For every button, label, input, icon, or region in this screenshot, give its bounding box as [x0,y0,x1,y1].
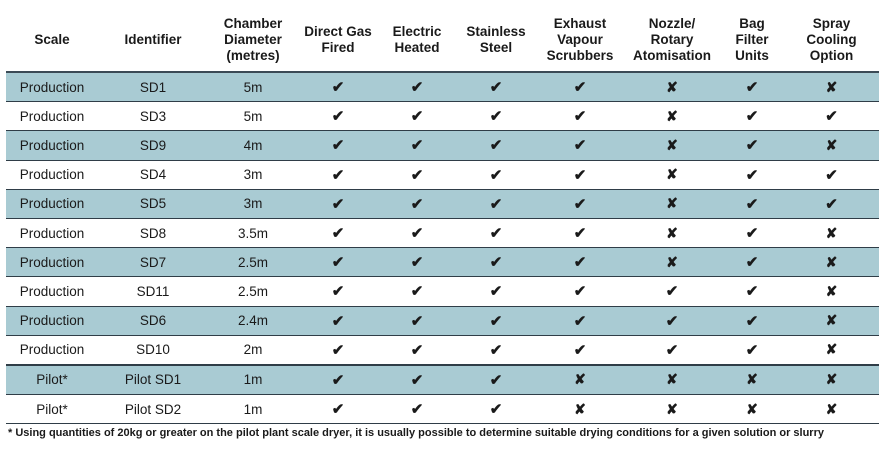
check-icon: ✔ [331,79,345,97]
cross-icon: ✘ [574,400,586,417]
table-row [6,160,879,189]
check-icon: ✔ [331,312,345,330]
cross-icon: ✘ [666,253,678,270]
cell-exhaust-vapour-scrubbers [536,306,624,335]
cell-atomisation [624,365,720,395]
cell-atomisation [624,102,720,131]
cross-icon: ✘ [825,78,838,95]
cell-direct-gas-fired [298,218,378,247]
check-icon: ✔ [410,137,424,155]
table-row [6,189,879,218]
check-icon: ✔ [573,225,587,243]
header-exhaust-vapour-scrubbers: Exhaust Vapour Scrubbers [536,8,624,72]
cell-diameter: 3m [208,189,298,218]
check-icon: ✔ [331,254,345,272]
check-icon: ✔ [331,401,345,419]
cell-atomisation [624,160,720,189]
check-icon: ✔ [331,195,345,213]
header-direct-gas-fired: Direct Gas Fired [298,8,378,72]
cross-icon: ✘ [666,400,678,417]
cell-electric-heated [378,335,456,365]
cell-bag-filter-units [720,160,784,189]
cross-icon: ✘ [666,136,678,153]
cell-diameter: 2.5m [208,277,298,306]
cell-stainless-steel [456,160,536,189]
cell-stainless-steel [456,395,536,424]
cross-icon: ✘ [666,78,678,95]
cell-identifier: SD6 [98,306,208,335]
cell-identifier: SD3 [98,102,208,131]
check-icon: ✔ [573,137,587,155]
check-icon: ✔ [665,312,679,330]
cell-scale: Pilot* [6,395,98,424]
cell-diameter: 2.5m [208,248,298,277]
cell-electric-heated [378,277,456,306]
check-icon: ✔ [410,225,424,243]
cell-bag-filter-units [720,72,784,102]
cross-icon: ✘ [825,282,838,299]
check-icon: ✔ [331,108,345,126]
cell-electric-heated [378,160,456,189]
check-icon: ✔ [331,341,345,359]
check-icon: ✔ [410,254,424,272]
cell-identifier: SD8 [98,218,208,247]
cell-identifier: SD9 [98,131,208,160]
check-icon: ✔ [489,79,503,97]
cell-stainless-steel [456,102,536,131]
check-icon: ✔ [489,341,503,359]
cell-identifier: SD11 [98,277,208,306]
cell-exhaust-vapour-scrubbers [536,102,624,131]
table-row [6,102,879,131]
check-icon: ✔ [745,166,759,184]
cell-electric-heated [378,218,456,247]
cross-icon: ✘ [666,371,678,388]
table-row [6,335,879,365]
cell-electric-heated [378,189,456,218]
cell-stainless-steel [456,189,536,218]
check-icon: ✔ [489,371,503,389]
check-icon: ✔ [489,401,503,419]
table-row [6,277,879,306]
cell-electric-heated [378,72,456,102]
dryer-table [6,8,879,424]
cell-electric-heated [378,365,456,395]
cell-electric-heated [378,306,456,335]
cell-exhaust-vapour-scrubbers [536,189,624,218]
cell-direct-gas-fired [298,189,378,218]
check-icon: ✔ [573,254,587,272]
cell-atomisation [624,306,720,335]
check-icon: ✔ [489,312,503,330]
check-icon: ✔ [573,79,587,97]
check-icon: ✔ [410,195,424,213]
check-icon: ✔ [745,254,759,272]
cell-bag-filter-units [720,335,784,365]
cell-spray-cooling-option [784,395,879,424]
cell-diameter: 3m [208,160,298,189]
cell-stainless-steel [456,365,536,395]
cell-spray-cooling-option [784,131,879,160]
cross-icon: ✘ [825,341,838,358]
cell-identifier: Pilot SD2 [98,395,208,424]
cell-exhaust-vapour-scrubbers [536,131,624,160]
cell-stainless-steel [456,218,536,247]
cell-diameter: 1m [208,395,298,424]
cell-identifier: SD4 [98,160,208,189]
cell-stainless-steel [456,248,536,277]
cell-spray-cooling-option [784,160,879,189]
cell-atomisation [624,131,720,160]
cross-icon: ✘ [825,400,838,417]
cell-bag-filter-units [720,277,784,306]
header-atomisation: Nozzle/ Rotary Atomisation [624,8,720,72]
check-icon: ✔ [573,195,587,213]
cross-icon: ✘ [746,400,758,417]
cell-exhaust-vapour-scrubbers [536,277,624,306]
check-icon: ✔ [745,195,759,213]
cell-diameter: 1m [208,365,298,395]
cell-identifier: SD7 [98,248,208,277]
cell-stainless-steel [456,72,536,102]
check-icon: ✔ [745,137,759,155]
cell-scale: Production [6,218,98,247]
table-row [6,218,879,247]
cell-bag-filter-units [720,189,784,218]
table-row [6,72,879,102]
cell-scale: Production [6,306,98,335]
cell-scale: Production [6,335,98,365]
cell-spray-cooling-option [784,365,879,395]
header-chamber-diameter: Chamber Diameter (metres) [208,8,298,72]
check-icon: ✔ [665,341,679,359]
cell-atomisation [624,335,720,365]
cell-direct-gas-fired [298,131,378,160]
footnote: * Using quantities of 20kg or greater on the pilot plant scale dryer, it is usually possible to determine suitable drying conditions for a given solution or slurry [8,427,824,439]
cell-diameter: 4m [208,131,298,160]
check-icon: ✔ [489,195,503,213]
cell-diameter: 5m [208,102,298,131]
cell-spray-cooling-option [784,189,879,218]
cell-exhaust-vapour-scrubbers [536,218,624,247]
cell-identifier: Pilot SD1 [98,365,208,395]
cell-electric-heated [378,102,456,131]
cell-bag-filter-units [720,306,784,335]
check-icon: ✔ [410,341,424,359]
cross-icon: ✘ [825,253,838,270]
cell-bag-filter-units [720,248,784,277]
cell-diameter: 3.5m [208,218,298,247]
cell-atomisation [624,395,720,424]
cell-direct-gas-fired [298,365,378,395]
check-icon: ✔ [745,283,759,301]
cell-exhaust-vapour-scrubbers [536,335,624,365]
cross-icon: ✘ [825,312,838,329]
header-stainless-steel: Stainless Steel [456,8,536,72]
cell-spray-cooling-option [784,218,879,247]
cell-diameter: 2.4m [208,306,298,335]
cell-spray-cooling-option [784,277,879,306]
cell-bag-filter-units [720,131,784,160]
cell-bag-filter-units [720,395,784,424]
check-icon: ✔ [665,283,679,301]
check-icon: ✔ [331,137,345,155]
cell-scale: Production [6,248,98,277]
cell-scale: Production [6,189,98,218]
cell-electric-heated [378,395,456,424]
cell-electric-heated [378,248,456,277]
check-icon: ✔ [331,166,345,184]
cell-atomisation [624,277,720,306]
header-electric-heated: Electric Heated [378,8,456,72]
check-icon: ✔ [489,225,503,243]
header-spray-cooling-option: Spray Cooling Option [784,8,879,72]
cell-scale: Pilot* [6,365,98,395]
cell-stainless-steel [456,277,536,306]
check-icon: ✔ [331,283,345,301]
table-row [6,395,879,424]
cell-atomisation [624,218,720,247]
table-header [6,8,879,72]
check-icon: ✔ [489,108,503,126]
cell-spray-cooling-option [784,335,879,365]
cell-scale: Production [6,277,98,306]
check-icon: ✔ [410,312,424,330]
cross-icon: ✘ [825,371,838,388]
check-icon: ✔ [573,312,587,330]
cell-direct-gas-fired [298,160,378,189]
cell-stainless-steel [456,335,536,365]
cell-direct-gas-fired [298,248,378,277]
header-scale: Scale [6,8,98,72]
cross-icon: ✘ [666,224,678,241]
check-icon: ✔ [410,79,424,97]
cell-scale: Production [6,131,98,160]
cross-icon: ✘ [574,371,586,388]
check-icon: ✔ [745,312,759,330]
check-icon: ✔ [745,108,759,126]
check-icon: ✔ [573,166,587,184]
cell-bag-filter-units [720,365,784,395]
cell-electric-heated [378,131,456,160]
cell-direct-gas-fired [298,306,378,335]
check-icon: ✔ [825,108,838,126]
cell-exhaust-vapour-scrubbers [536,395,624,424]
check-icon: ✔ [410,108,424,126]
check-icon: ✔ [745,79,759,97]
check-icon: ✔ [489,254,503,272]
check-icon: ✔ [410,401,424,419]
cell-scale: Production [6,160,98,189]
check-icon: ✔ [573,283,587,301]
cell-spray-cooling-option [784,102,879,131]
check-icon: ✔ [745,341,759,359]
table-row [6,131,879,160]
check-icon: ✔ [489,283,503,301]
cell-diameter: 2m [208,335,298,365]
cell-scale: Production [6,102,98,131]
cross-icon: ✘ [666,195,678,212]
check-icon: ✔ [573,341,587,359]
cross-icon: ✘ [666,166,678,183]
check-icon: ✔ [573,108,587,126]
cell-scale: Production [6,72,98,102]
cross-icon: ✘ [666,107,678,124]
check-icon: ✔ [825,195,838,213]
cell-exhaust-vapour-scrubbers [536,160,624,189]
cell-identifier: SD5 [98,189,208,218]
cell-spray-cooling-option [784,248,879,277]
cell-spray-cooling-option [784,306,879,335]
check-icon: ✔ [489,137,503,155]
check-icon: ✔ [410,166,424,184]
check-icon: ✔ [331,371,345,389]
cell-identifier: SD10 [98,335,208,365]
cell-stainless-steel [456,131,536,160]
cell-atomisation [624,248,720,277]
cell-bag-filter-units [720,102,784,131]
check-icon: ✔ [489,166,503,184]
cell-diameter: 5m [208,72,298,102]
header-bag-filter-units: Bag Filter Units [720,8,784,72]
cell-direct-gas-fired [298,102,378,131]
table-row [6,248,879,277]
cell-stainless-steel [456,306,536,335]
check-icon: ✔ [825,166,838,184]
cross-icon: ✘ [746,371,758,388]
check-icon: ✔ [331,225,345,243]
cross-icon: ✘ [825,136,838,153]
header-identifier: Identifier [98,8,208,72]
cell-identifier: SD1 [98,72,208,102]
table-body [6,72,879,424]
cell-direct-gas-fired [298,395,378,424]
cross-icon: ✘ [825,224,838,241]
cell-direct-gas-fired [298,277,378,306]
check-icon: ✔ [410,371,424,389]
cell-exhaust-vapour-scrubbers [536,365,624,395]
table-row [6,365,879,395]
cell-atomisation [624,72,720,102]
cell-atomisation [624,189,720,218]
cell-exhaust-vapour-scrubbers [536,248,624,277]
cell-spray-cooling-option [784,72,879,102]
cell-bag-filter-units [720,218,784,247]
check-icon: ✔ [745,225,759,243]
check-icon: ✔ [410,283,424,301]
cell-exhaust-vapour-scrubbers [536,72,624,102]
table-row [6,306,879,335]
cell-direct-gas-fired [298,72,378,102]
cell-direct-gas-fired [298,335,378,365]
